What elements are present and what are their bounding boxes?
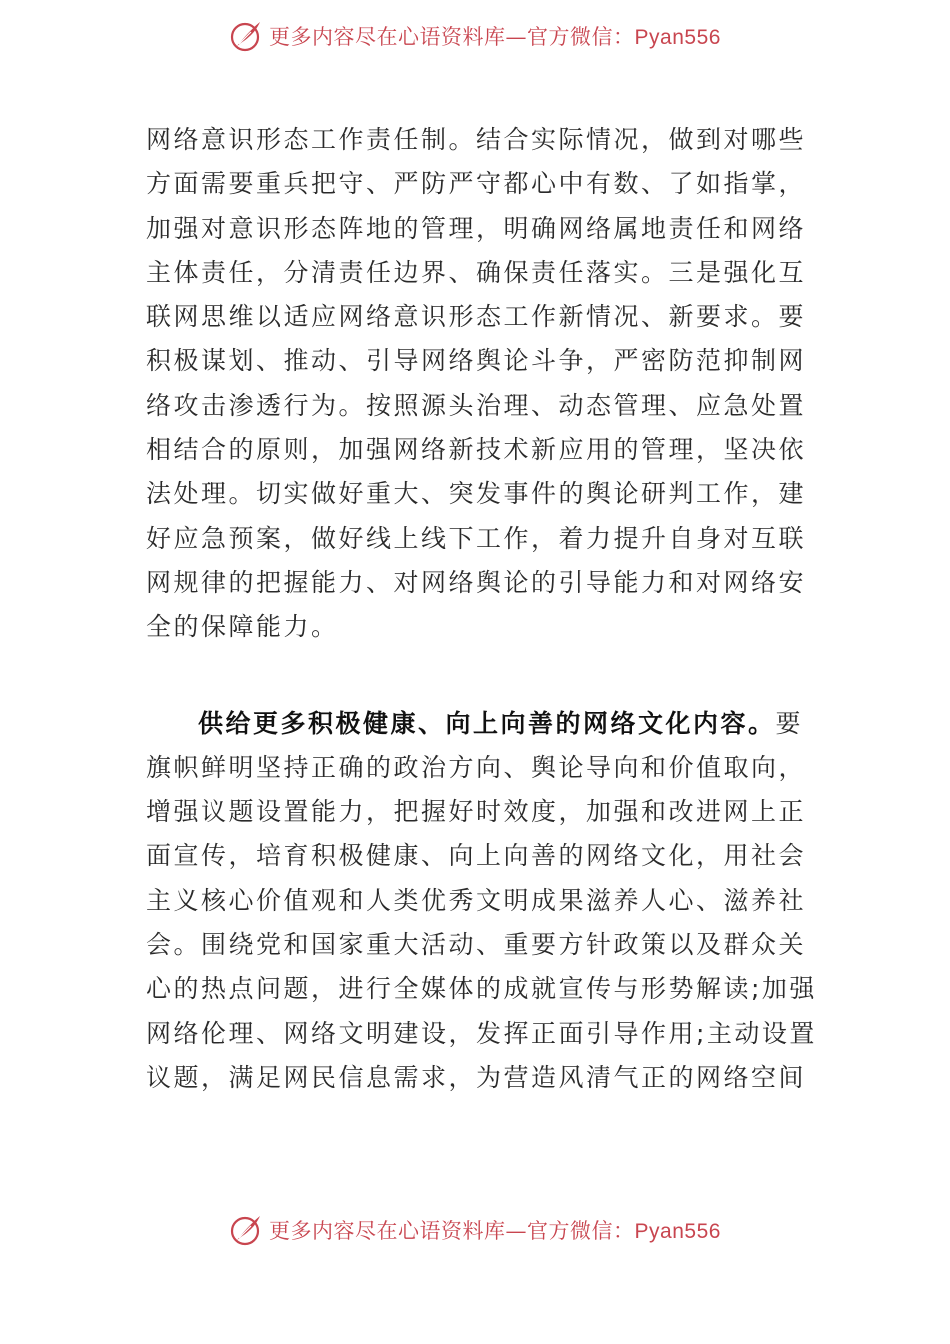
text-line: 主义核心价值观和人类优秀文明成果滋养人心、滋养社 [146,885,807,915]
text-line: 方面需要重兵把守、严防严守都心中有数、了如指掌， [146,169,807,199]
text-line: 议题，满足网民信息需求，为营造风清气正的网络空间 [146,1062,807,1092]
paragraph-2 [146,702,817,1101]
paragraph-2-heading: 供给更多积极健康、向上向善的网络文化内容。 [198,708,776,738]
wechat-id: Pyan556 [634,1220,721,1243]
wechat-id: Pyan556 [634,26,721,49]
document-body [146,118,817,1100]
text-line: 络攻击渗透行为。按照源头治理、动态管理、应急处置 [146,390,807,420]
text-line: 会。围绕党和国家重大活动、重要方针政策以及群众关 [146,930,807,960]
text-line: 相结合的原则，加强网络新技术新应用的管理，坚决依 [146,435,807,465]
text-line: 网规律的把握能力、对网络舆论的引导能力和对网络安 [146,567,807,597]
text-line: 好应急预案，做好线上线下工作，着力提升自身对互联 [146,523,807,553]
text-line: 主体责任，分清责任边界、确保责任落实。三是强化互 [146,257,807,287]
footer-banner [0,1210,950,1250]
paragraph-2-first-line: 供给更多积极健康、向上向善的网络文化内容。要 [198,708,804,738]
text-line: 增强议题设置能力，把握好时效度，加强和改进网上正 [146,797,807,827]
header-banner [0,16,950,56]
text-line: 面宣传，培育积极健康、向上向善的网络文化，用社会 [146,841,807,871]
text-line: 积极谋划、推动、引导网络舆论斗争，严密防范抑制网 [146,346,807,376]
text-line: 心的热点问题，进行全媒体的成就宣传与形势解读;加强 [146,974,817,1004]
text-line: 联网思维以适应网络意识形态工作新情况、新要求。要 [146,302,807,332]
quill-logo-icon [229,19,263,53]
text-line: 加强对意识形态阵地的管理，明确网络属地责任和网络 [146,213,807,243]
text-line: 网络意识形态工作责任制。结合实际情况，做到对哪些 [146,125,807,154]
banner-text: 更多内容尽在心语资料库—官方微信：Pyan556 [269,1219,721,1243]
text-line: 旗帜鲜明坚持正确的政治方向、舆论导向和价值取向， [146,752,807,782]
text-line: 法处理。切实做好重大、突发事件的舆论研判工作，建 [146,479,807,509]
banner-text: 更多内容尽在心语资料库—官方微信：Pyan556 [269,25,721,49]
paragraph-1 [146,118,806,650]
text-line: 网络伦理、网络文明建设，发挥正面引导作用;主动设置 [146,1018,817,1048]
quill-logo-icon [229,1213,263,1247]
text-line: 全的保障能力。 [146,612,339,642]
